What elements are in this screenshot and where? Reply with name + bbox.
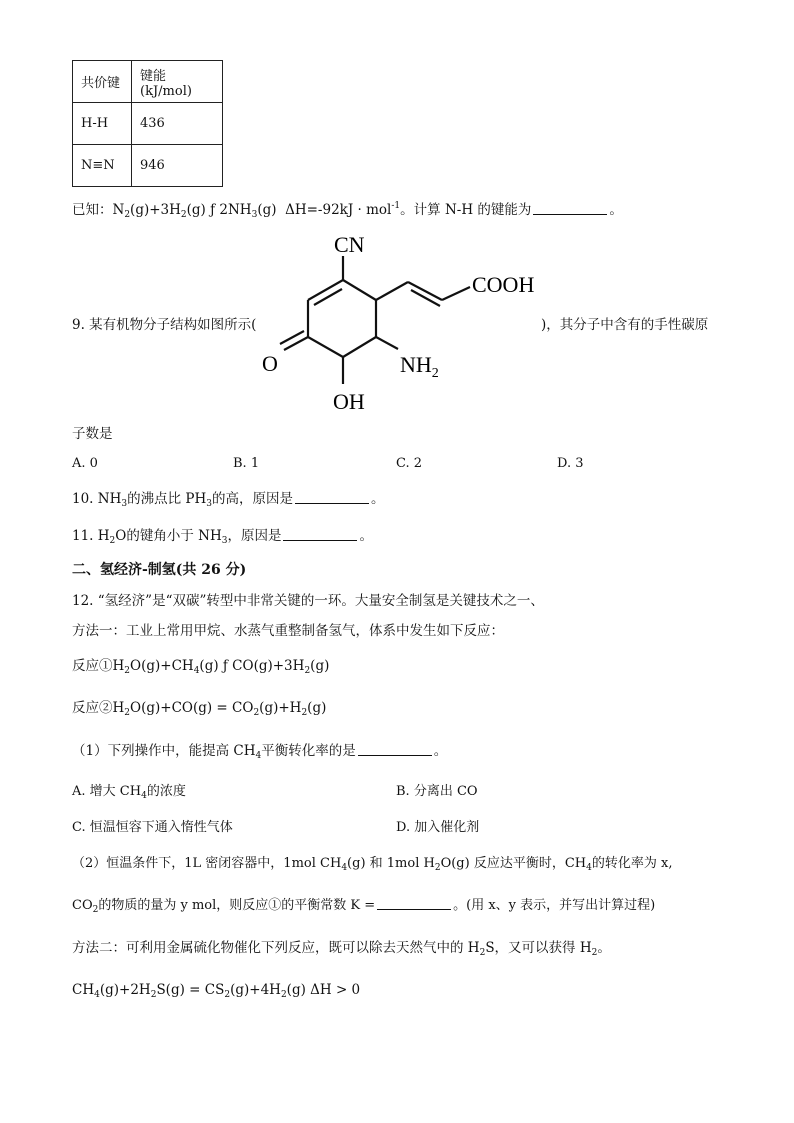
- subscript: 2: [124, 708, 131, 718]
- table-cell: 946: [132, 145, 223, 187]
- method2-part: S，又可以获得 H: [485, 940, 592, 956]
- subscript: 2: [301, 708, 308, 718]
- subscript: 2: [224, 990, 231, 1000]
- eq-text: (g)+H: [259, 700, 302, 716]
- nh-text: NH: [400, 352, 432, 377]
- table-row: [73, 145, 223, 187]
- punct: 。: [370, 491, 385, 507]
- answer-blank[interactable]: [295, 491, 369, 504]
- q9-option-c[interactable]: C. 2: [396, 456, 423, 471]
- reaction-2: [72, 699, 326, 717]
- subscript: 2: [92, 905, 99, 915]
- eq-text: (g)+2H: [99, 982, 151, 998]
- part-text: 。(用 x、y 表示，并写出计算过程): [453, 898, 656, 913]
- eq-text: CH: [72, 982, 95, 998]
- table-cell: N≡N: [73, 145, 132, 187]
- eq-text: O(g)+CH: [130, 658, 194, 674]
- q12-part1: [72, 742, 447, 760]
- subscript: 4: [193, 666, 200, 676]
- cooh-label: COOH: [472, 272, 535, 297]
- subscript: 2: [253, 708, 260, 718]
- part-text: 平衡转化率的是: [261, 743, 356, 759]
- section-heading: 二、氢经济-制氢(共 26 分): [72, 562, 247, 578]
- subscript: 2: [304, 666, 311, 676]
- eq-text: (g)+4H: [230, 982, 281, 998]
- q12-part2-line1: [72, 855, 672, 873]
- eq-text: (g) ƒ CO(g)+3H: [199, 658, 305, 674]
- subscript: 4: [341, 863, 348, 873]
- eq-text: (g)+3H: [130, 202, 181, 218]
- subscript: 2: [124, 666, 131, 676]
- q11-text: 11. H: [72, 528, 110, 544]
- q10-text: 的沸点比 PH: [127, 491, 207, 507]
- q9-text-right: )，其分子中含有的手性碳原: [541, 317, 709, 333]
- subscript: 2: [479, 948, 486, 958]
- question-text: 。计算 N-H 的键能为: [400, 202, 532, 218]
- q10-text: 的高，原因是: [211, 491, 293, 507]
- table-cell: 436: [132, 103, 223, 145]
- subscript: 2: [109, 536, 116, 546]
- oxygen-label: O: [262, 351, 278, 376]
- part-text: 的转化率为 x,: [591, 856, 673, 871]
- option-text: A. 增大 CH: [72, 784, 142, 799]
- nh2-label: [400, 352, 439, 381]
- superscript: -1: [391, 201, 401, 211]
- subscript: 4: [94, 990, 100, 1000]
- subscript: 3: [251, 210, 258, 220]
- punct: 。: [597, 940, 611, 956]
- subscript: 2: [150, 990, 157, 1000]
- known-prefix: 已知：: [72, 202, 113, 218]
- eq-text: (g) ƒ 2NH: [186, 202, 252, 218]
- eq-text: H: [112, 658, 125, 674]
- eq-text: (g): [310, 658, 330, 674]
- table-row: [73, 103, 223, 145]
- option-text: 的浓度: [146, 784, 186, 799]
- part-text: O(g) 反应达平衡时，CH: [440, 856, 587, 871]
- table-cell: H-H: [73, 103, 132, 145]
- eq-text: O(g)+CO(g) = CO: [130, 700, 254, 716]
- answer-blank[interactable]: [377, 897, 451, 910]
- cn-label: CN: [334, 232, 365, 257]
- table-row: [73, 61, 223, 103]
- eq-text: (g) ΔH > 0: [286, 982, 361, 998]
- q9-option-d[interactable]: D. 3: [557, 456, 584, 471]
- known-equation-line: [72, 201, 623, 219]
- q12-intro: 12. “氢经济”是“双碳”转型中非常关键的一环。大量安全制氢是关键技术之一、: [72, 593, 544, 609]
- nh2-subscript: 2: [431, 366, 439, 381]
- part-text: （1）下列操作中，能提高 CH: [72, 743, 256, 759]
- q11-text: ，原因是: [227, 528, 282, 544]
- subscript: 2: [434, 863, 441, 873]
- oh-label: OH: [333, 389, 365, 414]
- q11-text: O的键角小于 NH: [115, 528, 222, 544]
- q9-text-continued: 子数是: [72, 426, 113, 442]
- subscript: 3: [206, 499, 212, 509]
- method1-text: 方法一：工业上常用甲烷、水蒸气重整制备氢气，体系中发生如下反应：: [72, 623, 504, 639]
- part-text: (g) 和 1mol H: [347, 856, 435, 871]
- q10-line: [72, 490, 384, 508]
- reaction-1: [72, 657, 329, 675]
- subscript: 4: [255, 751, 262, 761]
- enthalpy-text: ΔH=-92kJ · mol: [285, 202, 392, 218]
- subscript: 3: [221, 536, 228, 546]
- eq-text: N: [112, 202, 125, 218]
- q9-text-left: 9. 某有机物分子结构如图所示(: [72, 317, 257, 333]
- answer-blank[interactable]: [283, 528, 357, 541]
- answer-blank[interactable]: [358, 743, 432, 756]
- q9-option-b[interactable]: B. 1: [233, 456, 260, 471]
- bond-energy-table: [72, 60, 223, 187]
- q9-option-a[interactable]: A. 0: [72, 456, 98, 471]
- eq-text: H: [112, 700, 125, 716]
- subscript: 2: [180, 210, 187, 220]
- subscript: 2: [591, 948, 598, 958]
- subscript: 2: [280, 990, 287, 1000]
- eq-text: (g): [307, 700, 327, 716]
- punct: 。: [433, 743, 448, 759]
- punct: 。: [609, 202, 623, 218]
- part-text: CO: [72, 898, 93, 913]
- table-header-cell: 键能(kJ/mol): [132, 61, 223, 103]
- q12-option-a[interactable]: [72, 783, 186, 801]
- reaction-label: 反应①: [72, 658, 113, 674]
- eq-text: (g): [257, 202, 277, 218]
- reaction-3: [72, 981, 360, 999]
- q12-option-d[interactable]: D. 加入催化剂: [396, 820, 480, 835]
- answer-blank[interactable]: [533, 202, 607, 215]
- q10-text: 10. NH: [72, 491, 122, 507]
- punct: 。: [359, 528, 373, 544]
- subscript: 2: [124, 210, 131, 220]
- subscript: 4: [141, 791, 147, 801]
- subscript: 4: [586, 863, 592, 873]
- method2-part: 方法二：可利用金属硫化物催化下列反应，既可以除去天然气中的 H: [72, 940, 480, 956]
- q12-part2-line2: [72, 897, 655, 915]
- part-text: 的物质的量为 y mol，则反应①的平衡常数 K =: [98, 898, 376, 913]
- q12-option-c[interactable]: C. 恒温恒容下通入惰性气体: [72, 820, 233, 835]
- q12-option-b[interactable]: B. 分离出 CO: [396, 784, 478, 799]
- subscript: 3: [121, 499, 128, 509]
- molecule-structure-diagram: [258, 232, 558, 417]
- molecule-bonds: [280, 256, 470, 384]
- method2-text: [72, 939, 611, 957]
- part-text: （2）恒温条件下，1L 密闭容器中，1mol CH: [72, 856, 342, 871]
- q11-line: [72, 527, 373, 545]
- reaction-label: 反应②: [72, 700, 113, 716]
- table-header-cell: 共价键: [73, 61, 132, 103]
- eq-text: S(g) = CS: [156, 982, 225, 998]
